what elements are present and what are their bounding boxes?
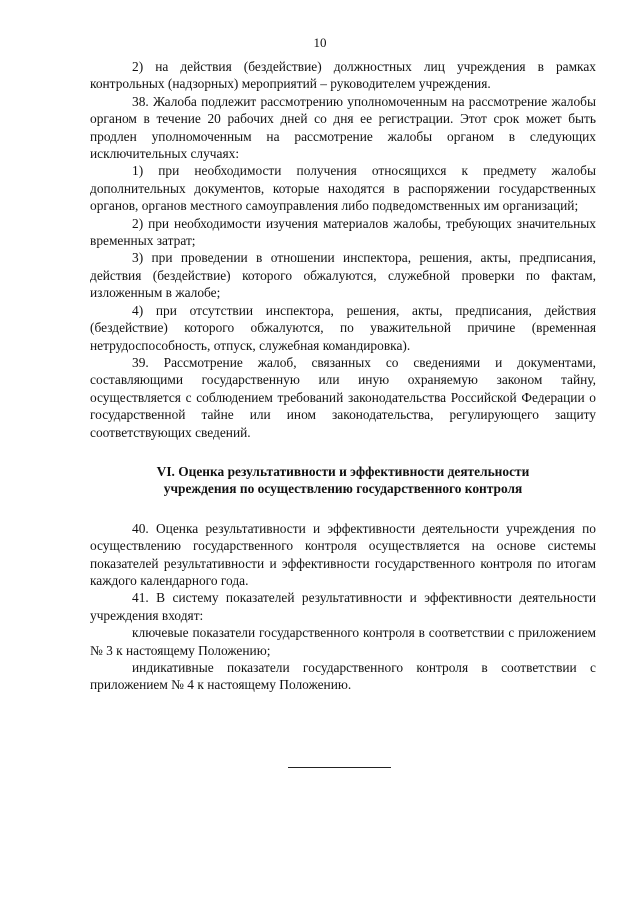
- paragraph-40: 40. Оценка результативности и эффективности деятельности учреждения по осуществлению государственного контроля осуществляется на основе системы показателей результативности и эффективности государственного контроля по итогам каждого календарного года.: [90, 520, 596, 588]
- paragraph-38-item-1: 1) при необходимости получения относящихся к предмету жалобы дополнительных документов, которые находятся в распоряжении государственных органов, органов местного самоуправления либо подведомственных им организаций;: [90, 163, 596, 214]
- paragraph-38-item-2: 2) при необходимости изучения материалов жалобы, требующих значительных временных затрат;: [90, 215, 596, 249]
- section-heading-line-2: учреждения по осуществлению государственного контроля: [163, 481, 523, 497]
- paragraph-41-indicative-indicators: индикативные показатели государственного контроля в соответствии с приложением № 4 к настоящему Положению.: [90, 660, 596, 693]
- paragraph-38-item-3: 3) при проведении в отношении инспектора, решения, акты, предписания, действия (бездействие) которого обжалуются, служебной проверки по фактам, изложенным в жалобе;: [90, 250, 596, 301]
- section-heading-line-1: VI. Оценка результативности и эффективности деятельности: [156, 463, 530, 479]
- page-number: 10: [313, 35, 327, 50]
- paragraph-41-key-indicators: ключевые показатели государственного контроля в соответствии с приложением № 3 к настоящему Положению;: [90, 625, 596, 658]
- paragraph-39: 39. Рассмотрение жалоб, связанных со сведениями и документами, составляющими государственную или иную охраняемую законом тайну, осуществляется с соблюдением требований законодательства Российской Федерации о государственной тайне или ином законодательства, регулирующего защиту соответствующих сведений.: [90, 354, 596, 440]
- paragraph-41: 41. В систему показателей результативности и эффективности деятельности учреждения входят:: [90, 590, 596, 623]
- paragraph-38: 38. Жалоба подлежит рассмотрению уполномоченным на рассмотрение жалобы органом в течение 20 рабочих дней со дня ее регистрации. Этот срок может быть продлен уполномоченным на рассмотрение жалобы органом в следующих исключительных случаях:: [90, 93, 596, 162]
- document-body: [90, 58, 596, 694]
- paragraph-38-item-4: 4) при отсутствии инспектора, решения, акты, предписания, действия (бездействие) которого обжалуются, по уважительной причине (временная нетрудоспособность, отпуск, служебная командировка).: [90, 302, 596, 353]
- paragraph-item-2-appeal: 2) на действия (бездействие) должностных лиц учреждения в рамках контрольных (надзорных) мероприятий – руководителем учреждения.: [90, 59, 596, 92]
- section-heading-vi: [90, 463, 596, 498]
- footer-divider: [288, 767, 391, 768]
